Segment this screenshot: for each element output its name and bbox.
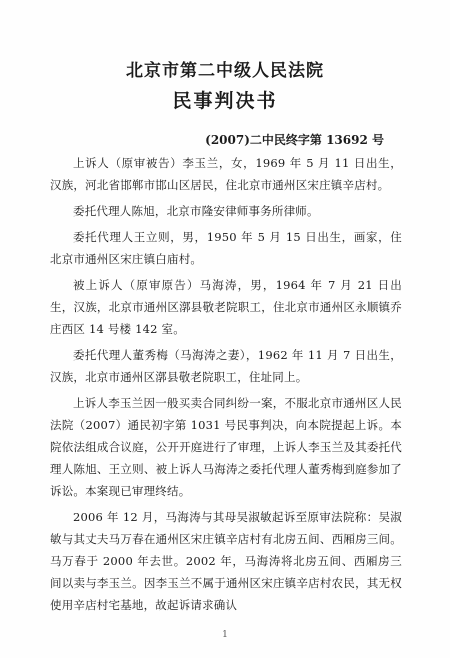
paragraph-facts: 2006 年 12 月，马海涛与其母吴淑敏起诉至原审法院称：吴淑敏与其丈夫马万春在通州区宋庄镇辛店村有北房五间、西厢房三间。马万春于 2000 年去世。2002 年，马海涛将北房五间、西厢房三间以卖与李玉兰。因李玉兰不属于通州区宋庄镇辛店村农民，其无权使用辛店村宅基地，故起诉请求确认 [50, 510, 402, 612]
document-body [50, 152, 402, 620]
paragraph-case-summary: 上诉人李玉兰因一般买卖合同纠纷一案，不服北京市通州区人民法院（2007）通民初字第 1031 号民事判决，向本院提起上诉。本院依法组成合议庭，公开开庭进行了审理，上诉人李玉兰及其委托代理人陈旭、王立则、被上诉人马海涛之委托代理人董秀梅到庭参加了诉讼。本案现已审理终结。 [50, 396, 402, 498]
paragraph-appellee: 被上诉人（原审原告）马海涛，男，1964 年 7 月 21 日出生，汉族，北京市通州区漷县敬老院职工，住北京市通州区永顺镇乔庄西区 14 号楼 142 室。 [50, 278, 402, 336]
case-number: (2007)二中民终字第 13692 号 [205, 133, 384, 147]
paragraph-agent-2: 委托代理人王立则，男，1950 年 5 月 15 日出生，画家，住北京市通州区宋庄镇白庙村。 [50, 230, 402, 266]
paragraph-agent-3: 委托代理人董秀梅（马海涛之妻），1962 年 11 月 7 日出生，汉族，北京市通州区漷县敬老院职工，住址同上。 [50, 348, 402, 384]
paragraph-appellant: 上诉人（原审被告）李玉兰，女，1969 年 5 月 11 日出生，汉族，河北省邯郸市邯山区居民，住北京市通州区宋庄镇辛店村。 [50, 156, 402, 192]
page-number: 1 [222, 630, 228, 640]
paragraph-agent-1: 委托代理人陈旭，北京市隆安律师事务所律师。 [73, 204, 319, 218]
court-name: 北京市第二中级人民法院 [126, 61, 324, 81]
document-title: 民事判决书 [172, 90, 278, 112]
